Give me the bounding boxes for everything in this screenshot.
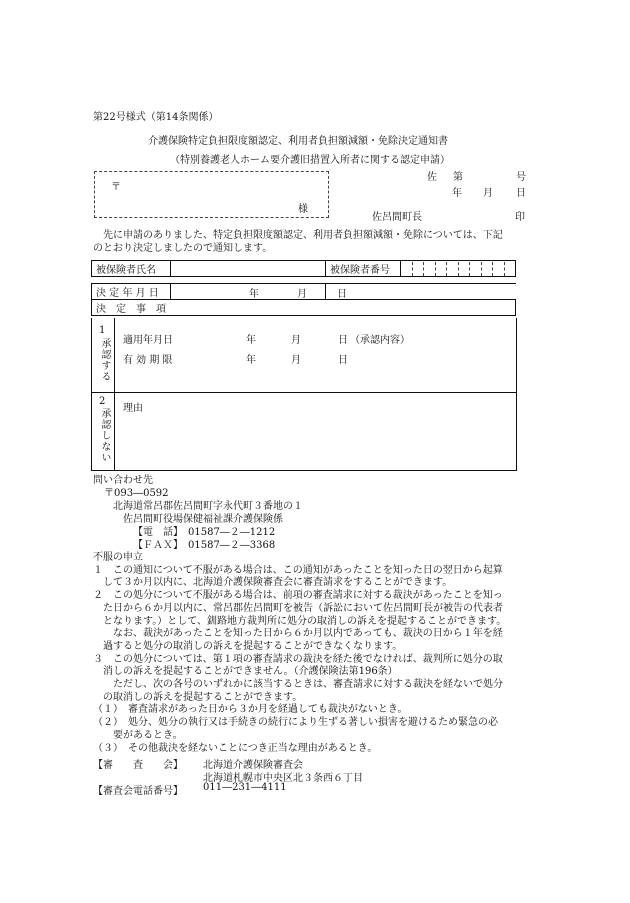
- appeal-line: 過すると処分の取消しの訴えを提起することができなくなります。: [93, 640, 403, 652]
- board-phone-label: 【審査会電話番号】: [93, 786, 183, 797]
- issue-year: 年: [452, 188, 462, 199]
- effective-year: 年: [246, 335, 256, 346]
- issue-day: 日: [516, 188, 526, 199]
- appeal-line: ３ この処分については、第１項の審査請求の裁決を経た後でなければ、裁判所に処分の取: [93, 653, 503, 665]
- number-mid: 第: [453, 172, 463, 183]
- contact-fax: 【ＦＡＸ】 01587―２―3368: [133, 540, 276, 551]
- appeal-heading: 不服の申立: [93, 552, 143, 563]
- contact-tel: 【電 話】 01587―２―1212: [133, 527, 276, 538]
- seal: 印: [515, 212, 525, 223]
- effective-date-label: 適用年月日: [123, 335, 173, 346]
- appeal-block: [93, 552, 506, 755]
- address-box: [94, 171, 329, 218]
- effective-day: 日: [338, 335, 348, 346]
- issue-month: 月: [483, 188, 493, 199]
- insured-name-field[interactable]: [171, 261, 326, 277]
- appeal-line: （１） 審査請求があった日から３か月を経過しても裁決がないとき。: [93, 704, 408, 716]
- decision-table: [91, 283, 516, 316]
- number-prefix: 佐: [427, 172, 437, 183]
- appeal-line: 消しの訴えを提起することができません。（介護保険法第196条）: [93, 666, 398, 678]
- decision-day: 日: [337, 289, 347, 300]
- decision-month: 月: [297, 289, 307, 300]
- contact-postal: 〒093―0592: [104, 488, 169, 499]
- valid-until-label: 有 効 期 限: [123, 355, 173, 366]
- contact-office: 佐呂間町役場保健福祉課介護保険係: [123, 514, 283, 525]
- appeal-line: なお、裁決があったことを知った日から６か月以内であっても、裁決の日から１年を経: [93, 628, 503, 640]
- decision-date-label: 決 定 年 月 日: [92, 284, 171, 300]
- postal-mark: 〒: [111, 182, 121, 193]
- board-phone: 011―231―4111: [203, 782, 287, 793]
- appeal-line: （３） その他裁決を経ないことにつき正当な理由があるとき。: [93, 742, 378, 754]
- decision-date-field[interactable]: [171, 284, 326, 300]
- mayor: 佐呂間町長: [372, 212, 422, 223]
- appeal-line: の取消しの訴えを提起することができます。: [93, 691, 303, 703]
- title-sub: （特別養護老人ホーム要介護旧措置入所者に関する認定申請）: [170, 155, 450, 166]
- insured-table: [91, 260, 516, 277]
- decision-year: 年: [249, 289, 259, 300]
- board-label: 【審 査 会】: [93, 760, 183, 771]
- appeal-line: （２） 処分、処分の執行又は手続きの続行により生ずる著しい損害を避けるため緊急の必: [93, 717, 498, 729]
- effective-month: 月: [291, 335, 301, 346]
- appeal-line: して３か月以内に、北海道介護保険審査会に審査請求をすることができます。: [93, 577, 453, 589]
- form-number: 第22号様式（第14条関係）: [93, 112, 219, 123]
- reject-num: 2: [99, 396, 106, 407]
- appeal-line: １ この通知について不服がある場合は、この通知があったことを知った日の翌日から起算: [93, 564, 503, 576]
- intro-line: のとおり決定しましたので通知します。: [93, 243, 273, 255]
- appeal-line: 要があるとき。: [93, 729, 183, 741]
- number-suffix: 号: [516, 172, 526, 183]
- appeal-line: ２ この処分について不服がある場合は、前項の審査請求に対する裁決があったことを知っ: [93, 590, 503, 602]
- insured-number-field[interactable]: [401, 261, 516, 277]
- insured-name-label: 被保険者氏名: [92, 261, 171, 277]
- appeal-line: た日から６か月以内に、常呂郡佐呂間町を被告（訴訟において佐呂間町長が被告の代表者: [93, 602, 503, 614]
- board-name: 北海道介護保険審査会: [203, 760, 303, 771]
- approve-note: （承認内容）: [350, 335, 410, 346]
- contact-address: 北海道常呂郡佐呂間町字永代町３番地の１: [113, 501, 303, 512]
- decision-body: [91, 318, 517, 471]
- reason-label: 理由: [123, 403, 143, 414]
- insured-number-label: 被保険者番号: [326, 261, 401, 277]
- appeal-line: ただし、次の各号のいずれかに該当するときは、審査請求に対する裁決を経ないで処分: [93, 679, 503, 691]
- approve-num: 1: [99, 325, 106, 336]
- appeal-line: となります。）として、釧路地方裁判所に処分の取消しの訴えを提起することができます。: [93, 615, 507, 627]
- intro: [93, 229, 503, 256]
- intro-line: 先に申請のありました、特定負担限度額認定、利用者負担額減額・免除については、下記: [103, 230, 503, 241]
- contact-heading: 問い合わせ先: [93, 475, 153, 486]
- decision-date-rest: [326, 284, 516, 300]
- decision-items-header: 決 定 事 項: [92, 300, 516, 316]
- contact-block: [93, 474, 303, 552]
- approve-label: 承認する: [99, 338, 110, 382]
- valid-month: 月: [291, 355, 301, 366]
- valid-day: 日: [338, 355, 348, 366]
- reject-label: 承認しない: [99, 408, 110, 463]
- valid-year: 年: [246, 355, 256, 366]
- decision-divider: [92, 392, 516, 393]
- title-main: 介護保険特定負担限度額認定、利用者負担額減額・免除決定通知書: [148, 136, 448, 147]
- honorific: 様: [298, 204, 308, 215]
- board-address: 北海道札幌市中央区北３条西６丁目: [203, 773, 363, 784]
